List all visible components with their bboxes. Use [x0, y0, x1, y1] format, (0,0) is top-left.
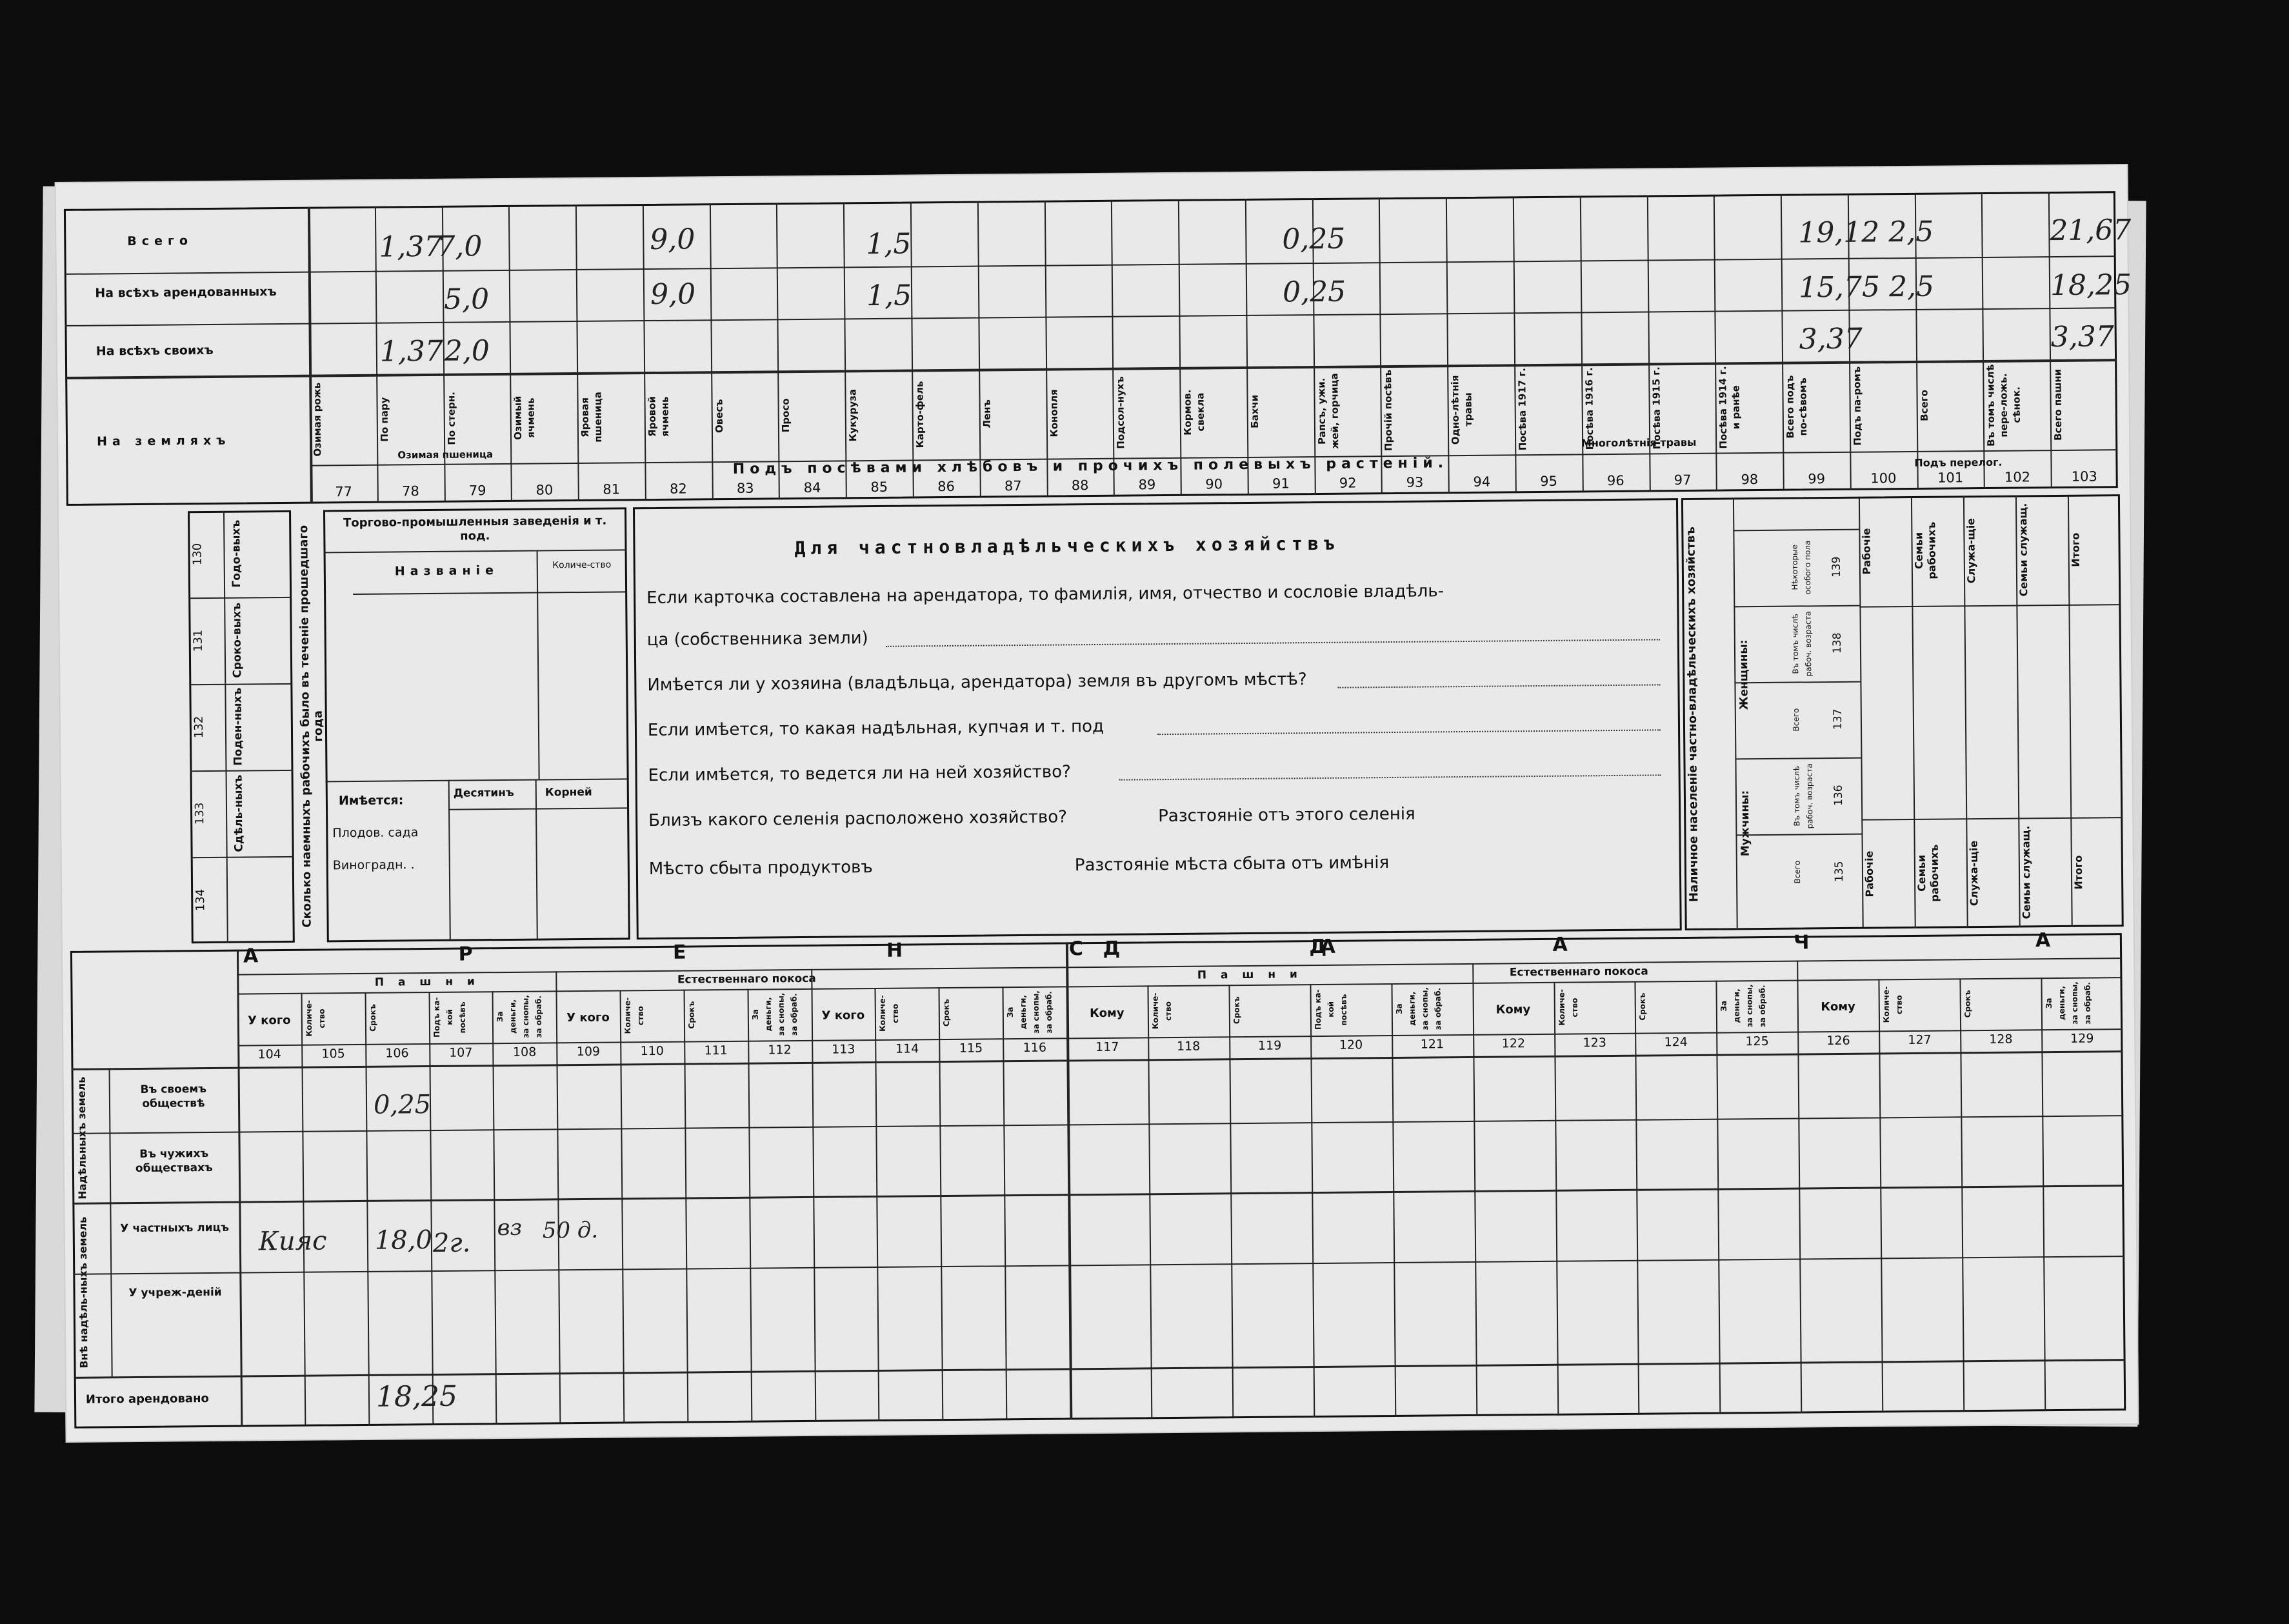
- hired-num: 130: [190, 543, 205, 566]
- bottom-col-header: За деньги, за снопы, за обраб.: [1719, 984, 1768, 1028]
- bottom-col-header: Срокъ: [686, 1001, 696, 1029]
- pop-num: 138: [1830, 632, 1844, 654]
- hired-num: 134: [194, 888, 208, 912]
- row-total-label: Всего: [127, 234, 194, 249]
- col-number: 122: [1501, 1036, 1526, 1051]
- col-number: 119: [1257, 1038, 1282, 1053]
- col-number: 80: [535, 482, 554, 498]
- crop-col-header: Озимая рожь: [311, 383, 324, 457]
- private-line5: Если имѣется, то ведется ли на ней хозяйство?: [648, 762, 1072, 786]
- col-number: 109: [576, 1044, 601, 1059]
- row-own-label: На всѣхъ своихъ: [95, 343, 214, 359]
- men-label: Мужчины:: [1738, 790, 1752, 857]
- trade-col-name: Названіе: [394, 563, 499, 579]
- pop-sub-label: Всего: [1791, 708, 1801, 732]
- crop-col-header: Карто-фель: [914, 381, 926, 448]
- crop-col-header: Яровой ячмень: [646, 396, 671, 437]
- row-private: У частныхъ лицъ: [120, 1221, 230, 1236]
- col-number: 79: [468, 483, 486, 499]
- bottom-col-header: Количе-ство: [1557, 989, 1579, 1027]
- col-number: 121: [1420, 1037, 1444, 1052]
- private-line6b: Разстояніе отъ этого селенія: [1158, 804, 1415, 827]
- bottom-col-header: Кому: [1495, 1003, 1531, 1017]
- hw-total-par2: 2,5: [1888, 215, 1934, 249]
- col-number: 126: [1826, 1033, 1850, 1048]
- col-number: 101: [1937, 470, 1964, 486]
- pop-col-bottom: Итого: [2072, 855, 2085, 890]
- bottom-col-header: За деньги, за снопы, за обраб.: [495, 995, 544, 1039]
- col-number: 78: [401, 483, 419, 499]
- trade-title: Торгово-промышленныя заведенія и т. под.: [343, 514, 607, 543]
- arenda-pokos: Естественнаго покоса: [677, 972, 816, 987]
- col-number: 89: [1138, 477, 1156, 493]
- garden-orchard: Плодов. сада: [332, 825, 419, 841]
- population-title: Наличное населеніе частно-владѣльческихъ хозяйствъ: [1684, 526, 1701, 902]
- col-number: 112: [768, 1043, 792, 1058]
- row-total-rented: Итого арендовано: [85, 1392, 209, 1407]
- private-title: Для частновладѣльческихъ хозяйствъ: [794, 532, 1340, 559]
- private-line2: ца (собственника земли): [646, 628, 868, 650]
- hired-num: 133: [192, 802, 207, 825]
- pop-col-bottom: Семьи служащ.: [2019, 826, 2033, 919]
- perennial-label: Многолѣтнія травы: [1581, 436, 1697, 450]
- crop-col-header: Посѣва 1917 г.: [1516, 368, 1529, 451]
- col-number: 84: [803, 479, 821, 496]
- garden-col-roots: Корней: [545, 785, 592, 799]
- bottom-col-header: Кому: [1821, 999, 1855, 1014]
- pop-col-bottom: Семьи рабочихъ: [1915, 845, 1941, 903]
- on-land-label: На земляхъ: [96, 433, 231, 449]
- crop-col-header: Въ томъ числѣ пере-ложь. сѣнок.: [1984, 364, 2023, 446]
- col-number: 108: [512, 1045, 537, 1059]
- crop-col-header: Посѣва 1915 г.: [1650, 366, 1663, 450]
- bottom-col-header: У кого: [247, 1013, 291, 1028]
- crop-col-header: Кормов. свекла: [1181, 389, 1207, 436]
- pop-num: 135: [1832, 861, 1846, 883]
- col-number: 96: [1606, 472, 1624, 489]
- col-number: 104: [257, 1047, 281, 1062]
- pop-num: 139: [1830, 556, 1843, 578]
- hw-total-yac: 9,0: [650, 223, 695, 257]
- col-number: 95: [1540, 473, 1558, 489]
- col-number: 103: [2071, 468, 2097, 485]
- hw-total-par: 7,0: [437, 230, 483, 263]
- bottom-col-header: За деньги, за снопы, за обраб.: [2044, 981, 2093, 1025]
- col-number: 111: [704, 1043, 728, 1058]
- crop-col-header: Всего пашни: [2052, 368, 2064, 441]
- crop-col-header: По пару: [378, 396, 390, 442]
- col-number: 118: [1176, 1039, 1201, 1054]
- hw-private-a: вз: [497, 1214, 523, 1241]
- hw-total-bakh: 0,25: [1282, 222, 1346, 256]
- hired-num: 132: [192, 716, 206, 739]
- bottom-col-header: Срокъ: [368, 1004, 377, 1032]
- crop-col-header: Подъ па-ромъ: [1851, 366, 1864, 446]
- col-number: 93: [1406, 474, 1424, 490]
- row-institutions: У учреж-деній: [128, 1285, 222, 1300]
- hired-label: Сдѣль-ныхъ: [232, 774, 246, 852]
- crop-col-header: Рапсъ, ужи. жей, горчица: [1315, 372, 1341, 449]
- crop-col-header: Одно-лѣтнія травы: [1449, 375, 1475, 445]
- sdacha-pokos: Естественнаго покоса: [1509, 965, 1648, 979]
- crop-col-header: Ленъ: [981, 399, 993, 428]
- hw-private-term: 2г.: [432, 1228, 471, 1259]
- col-number: 100: [1870, 470, 1897, 486]
- arenda-title: А Р Е Н Д А: [243, 934, 1433, 968]
- nadel-label: Надѣльныхъ земель: [75, 1076, 89, 1199]
- pop-sub-label: Въ томъ числѣ рабоч. возраста: [1790, 610, 1814, 677]
- bottom-col-header: За деньги, за снопы, за обраб.: [750, 992, 799, 1036]
- hw-private-who: Кияс: [258, 1226, 327, 1257]
- hw-private-qty: 18,0: [374, 1225, 433, 1256]
- hw-total-kuk: 1,5: [866, 227, 912, 261]
- col-number: 91: [1272, 476, 1290, 492]
- hw-rent-yac: 9,0: [650, 277, 696, 312]
- row-rented-label: На всѣхъ арендованныхъ: [95, 285, 277, 301]
- private-line4: Если имѣется, то какая надѣльная, купчая и т. под: [647, 716, 1105, 741]
- bottom-col-header: За деньги, за снопы, за обраб.: [1005, 990, 1054, 1034]
- col-number: 77: [335, 484, 353, 500]
- crop-col-header: Посѣва 1916 г.: [1583, 367, 1596, 450]
- col-number: 123: [1583, 1036, 1606, 1050]
- crop-col-header: Овесъ: [713, 399, 725, 434]
- col-number: 125: [1745, 1034, 1769, 1049]
- women-label: Женщины:: [1737, 639, 1751, 710]
- bottom-col-header: Количе-ство: [304, 1000, 326, 1038]
- bottom-col-header: Количе-ство: [878, 995, 901, 1032]
- col-number: 88: [1071, 477, 1089, 494]
- crop-col-header: Прочій посѣвъ: [1382, 369, 1395, 452]
- crop-col-header: Озимый ячмень: [512, 396, 537, 441]
- row-other-society: Въ чужихъ обществахъ: [135, 1147, 213, 1176]
- col-number: 85: [870, 479, 888, 496]
- pop-col-top: Итого: [2069, 532, 2082, 567]
- bottom-col-header: Подъ ка-кой посѣвъ: [1313, 989, 1348, 1030]
- bottom-col-header: Подъ ка-кой посѣвъ: [432, 997, 467, 1038]
- pop-col-top: Рабочіе: [1860, 528, 1873, 575]
- crop-col-header: Просо: [779, 398, 792, 433]
- hw-own-rye: 1,37: [379, 334, 444, 368]
- pop-col-top: Служа-щіе: [1964, 517, 1978, 583]
- col-number: 92: [1339, 475, 1357, 491]
- pop-num: 137: [1831, 708, 1845, 730]
- private-line3: Имѣется ли у хозяина (владѣльца, арендатора) земля въ другомъ мѣстѣ?: [647, 670, 1307, 696]
- sown-banner: Подъ посѣвами хлѣбовъ и прочихъ полевыхъ растеній.: [732, 455, 1449, 477]
- col-number: 129: [2070, 1031, 2094, 1046]
- bottom-col-header: Срокъ: [941, 999, 952, 1027]
- crop-col-header: Бахчи: [1248, 394, 1261, 428]
- col-number: 127: [1908, 1032, 1932, 1048]
- garden-have: Имѣется:: [338, 793, 404, 808]
- pop-sub-label: Всего: [1792, 860, 1803, 884]
- col-number: 106: [385, 1046, 409, 1061]
- private-line7b: Разстояніе мѣста сбыта отъ имѣнія: [1074, 853, 1390, 876]
- col-number: 98: [1741, 472, 1759, 488]
- bottom-col-header: У кого: [821, 1008, 865, 1023]
- wheat-label: Озимая пшеница: [397, 448, 494, 461]
- crop-col-header: По стерн.: [445, 392, 457, 446]
- col-number: 87: [1004, 477, 1022, 494]
- col-number: 120: [1339, 1038, 1363, 1052]
- hired-label: Годо-выхъ: [230, 520, 244, 588]
- pop-col-top: Семьи рабочихъ: [1912, 522, 1939, 580]
- col-number: 82: [670, 481, 687, 497]
- col-number: 105: [321, 1047, 345, 1061]
- pop-col-bottom: Служа-щіе: [1967, 840, 1981, 906]
- bottom-col-header: Срокъ: [1232, 996, 1241, 1025]
- crop-col-header: Всего подъ по-сѣвомъ: [1784, 375, 1810, 439]
- pop-num: 136: [1832, 785, 1846, 807]
- arenda-pashni: П а ш н и: [374, 975, 481, 989]
- hw-own-society: 0,25: [373, 1090, 432, 1120]
- bottom-col-header: За деньги, за снопы, за обраб.: [1394, 987, 1443, 1030]
- col-number: 116: [1023, 1040, 1047, 1056]
- crop-col-header: Всего: [1918, 390, 1930, 422]
- hw-total-rented: 18,25: [375, 1379, 458, 1414]
- crop-col-header: Конопля: [1047, 389, 1060, 437]
- col-number: 114: [895, 1041, 919, 1056]
- crop-col-header: Яровая пшеница: [579, 392, 605, 443]
- private-line7a: Мѣсто сбыта продуктовъ: [648, 857, 873, 879]
- hw-rent-par: 5,0: [443, 283, 490, 316]
- private-line1: Если карточка составлена на арендатора, то фамилія, имя, отчество и сословіе владѣль-: [646, 581, 1444, 608]
- col-number: 110: [640, 1043, 665, 1059]
- hw-private-b: 50 д.: [542, 1217, 599, 1244]
- vne-label: Внѣ надѣль-ныхъ земель: [76, 1217, 90, 1369]
- bottom-col-header: Срокъ: [1963, 990, 1973, 1018]
- bottom-col-header: Кому: [1089, 1006, 1125, 1021]
- crop-col-header: Подсол-нухъ: [1114, 376, 1127, 449]
- fallow-label: Подъ перелог.: [1914, 456, 2003, 469]
- crop-col-header: Посѣва 1914 г. и ранѣе: [1717, 366, 1743, 449]
- col-number: 86: [937, 478, 955, 495]
- hw-total-rye: 1,37: [379, 230, 443, 264]
- census-card: [56, 165, 2161, 1441]
- col-number: 124: [1664, 1035, 1688, 1050]
- col-number: 83: [736, 480, 754, 496]
- col-number: 97: [1674, 472, 1692, 488]
- hw-rent-sown: 15,75: [1798, 270, 1881, 305]
- hw-total-plough: 21,67: [2050, 213, 2132, 248]
- col-number: 90: [1205, 476, 1223, 492]
- garden-col-des: Десятинъ: [453, 786, 514, 800]
- hired-num: 131: [191, 629, 205, 652]
- bottom-col-header: Количе-ство: [1881, 986, 1904, 1023]
- pop-col-bottom: Рабочіе: [1863, 850, 1876, 897]
- col-number: 94: [1473, 474, 1491, 490]
- hw-own-plough: 3,37: [2050, 320, 2114, 354]
- garden-vineyard: Виноградн. .: [332, 857, 415, 873]
- private-line6a: Близъ какого селенія расположено хозяйство?: [648, 807, 1068, 831]
- hw-rent-kuk: 1,5: [866, 279, 912, 313]
- crop-col-header: Кукуруза: [846, 388, 859, 442]
- sdacha-pashni: П а ш н и: [1197, 968, 1303, 982]
- col-number: 128: [1989, 1032, 2013, 1047]
- hw-own-par: 2,0: [444, 334, 490, 368]
- col-number: 81: [603, 481, 621, 497]
- row-own-society: Въ своемъ обществѣ: [140, 1083, 207, 1110]
- trade-col-qty: Количе-ство: [552, 559, 612, 571]
- sdacha-title: С Д А Ч А: [1068, 928, 2161, 961]
- bottom-col-header: Количе-ство: [1150, 992, 1173, 1030]
- col-number: 102: [2004, 469, 2031, 485]
- hired-title: Сколько наемныхъ рабочихъ было въ теченіе прошедшаго года: [297, 525, 326, 928]
- hired-label: Сроко-выхъ: [230, 603, 245, 678]
- bottom-col-header: Количе-ство: [623, 997, 646, 1034]
- pop-sub-label: Въ томъ числѣ рабоч. возраста: [1792, 763, 1815, 828]
- bottom-col-header: У кого: [566, 1010, 610, 1025]
- col-number: 113: [832, 1042, 855, 1057]
- bottom-col-header: Срокъ: [1638, 993, 1648, 1021]
- hired-label: Поден-ныхъ: [231, 688, 245, 767]
- hw-own-sown: 3,37: [1799, 322, 1863, 356]
- hw-rent-par2: 2,5: [1888, 270, 1935, 304]
- col-number: 99: [1808, 471, 1826, 487]
- hw-rent-bakh: 0,25: [1282, 275, 1346, 309]
- pop-sub-label: Нѣкоторые особого пола: [1790, 540, 1813, 595]
- hw-total-sown: 19,12: [1798, 216, 1880, 250]
- col-number: 107: [449, 1045, 473, 1060]
- col-number: 115: [959, 1041, 983, 1056]
- col-number: 117: [1095, 1039, 1119, 1055]
- pop-col-top: Семьи служащ.: [2016, 503, 2030, 597]
- hw-rent-plough: 18,25: [2050, 268, 2132, 303]
